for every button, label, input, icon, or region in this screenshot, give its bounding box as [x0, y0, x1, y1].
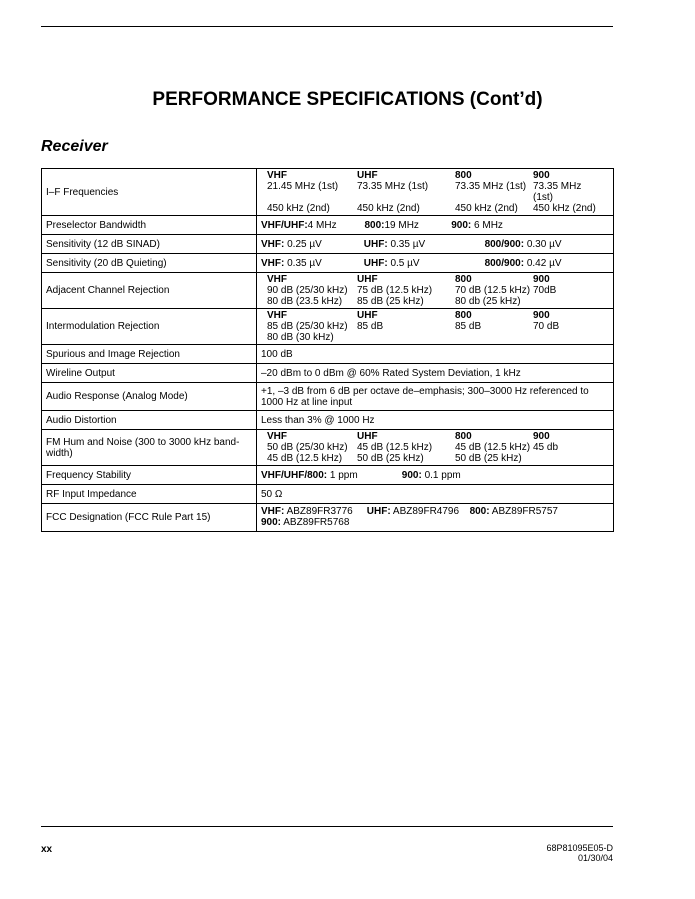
value-text: 0.30 µV: [524, 238, 562, 250]
key-text: VHF:: [261, 238, 285, 250]
cell-value: 85 dB (25/30 kHz): [267, 321, 348, 332]
row-label: Sensitivity (20 dB Quieting): [42, 254, 257, 273]
row-value: 100 dB: [257, 345, 614, 364]
band-header: UHF: [357, 431, 378, 442]
row-value: [257, 273, 614, 309]
row-value: [257, 235, 614, 254]
value-text: 0.42 µV: [524, 257, 562, 269]
value-text: ABZ89FR4796: [390, 506, 460, 517]
band-header: 900: [533, 310, 550, 321]
table-row: [42, 466, 614, 485]
cell-value: 73.35 MHz (1st): [533, 181, 582, 203]
table-row: [42, 216, 614, 235]
key-text: UHF:: [366, 506, 391, 517]
value-text: 0.5 µV: [387, 257, 420, 269]
key-text: 800:: [469, 506, 490, 517]
table-row: [42, 411, 614, 430]
row-value: [257, 466, 614, 485]
row-value: [257, 430, 614, 466]
cell-value: 50 dB (25 kHz): [455, 453, 522, 464]
table-row: [42, 273, 614, 309]
cell-value: [357, 332, 455, 343]
band-header: 800: [455, 274, 472, 285]
value-text: ABZ89FR5768: [281, 517, 350, 528]
table-row: [42, 485, 614, 504]
table-row: [42, 309, 614, 345]
band-header: VHF: [267, 431, 287, 442]
cell-value: 45 dB (12.5 kHz): [267, 453, 343, 464]
cell-value: 450 kHz (2nd): [267, 203, 330, 214]
cell-value: 85 dB (25 kHz): [357, 296, 424, 307]
row-value: [257, 169, 614, 216]
cell-value: 85 dB: [455, 321, 482, 332]
row-value: [257, 309, 614, 345]
table-row: [42, 504, 614, 532]
row-label: RF Input Impedance: [42, 485, 257, 504]
row-value: [257, 254, 614, 273]
value-text: 1 ppm: [327, 469, 358, 481]
row-value: 50 Ω: [257, 485, 614, 504]
band-header: UHF: [357, 274, 378, 285]
value-text: 0.35 µV: [387, 238, 426, 250]
receiver-spec-table: [41, 168, 614, 532]
table-row: [42, 254, 614, 273]
cell-value: 70dB: [533, 285, 557, 296]
key-text: 900:: [261, 517, 282, 528]
top-rule: [41, 26, 613, 27]
row-label: FM Hum and Noise (300 to 3000 kHz band-width): [42, 430, 257, 466]
band-header: 800: [455, 170, 472, 181]
key-text: VHF/UHF/800:: [261, 469, 328, 481]
cell-value: 450 kHz (2nd): [455, 203, 518, 214]
key-text: UHF:: [363, 238, 388, 250]
cell-value: 75 dB (12.5 kHz): [357, 285, 433, 296]
bottom-rule: [41, 826, 613, 827]
row-label: Adjacent Channel Rejection: [42, 273, 257, 309]
row-label: Sensitivity (12 dB SINAD): [42, 235, 257, 254]
band-header: 900: [533, 431, 550, 442]
section-title: Receiver: [41, 138, 108, 155]
key-text: 800/900:: [484, 238, 525, 250]
table-row: [42, 169, 614, 216]
value-text: 4 MHz: [307, 219, 337, 231]
value-text: 6 MHz: [471, 219, 503, 231]
band-header: 900: [533, 274, 550, 285]
row-value: –20 dBm to 0 dBm @ 60% Rated System Deviation, 1 kHz: [257, 364, 614, 383]
cell-value: 73.35 MHz (1st): [357, 181, 429, 192]
key-text: 800/900:: [484, 257, 525, 269]
cell-value: 450 kHz (2nd): [357, 203, 420, 214]
band-header: UHF: [357, 170, 378, 181]
table-row: [42, 364, 614, 383]
cell-value: 80 dB (30 kHz): [267, 332, 334, 343]
row-label: Wireline Output: [42, 364, 257, 383]
key-text: 800:: [364, 219, 385, 231]
cell-value: 70 dB: [533, 321, 560, 332]
cell-value: 80 db (25 kHz): [455, 296, 521, 307]
cell-value: [533, 332, 603, 343]
row-label: Spurious and Image Rejection: [42, 345, 257, 364]
cell-value: 90 dB (25/30 kHz): [267, 285, 348, 296]
page-number: xx: [41, 844, 53, 855]
row-label: I–F Frequencies: [42, 169, 257, 216]
cell-value: 85 dB: [357, 321, 384, 332]
row-label: Intermodulation Rejection: [42, 309, 257, 345]
value-text: 19 MHz: [384, 219, 419, 231]
table-row: [42, 235, 614, 254]
key-text: UHF:: [363, 257, 388, 269]
cell-value: 50 dB (25/30 kHz): [267, 442, 348, 453]
doc-date: 01/30/04: [577, 853, 613, 863]
cell-value: 45 dB (12.5 kHz): [357, 442, 433, 453]
cell-value: 21.45 MHz (1st): [267, 181, 339, 192]
cell-value: 70 dB (12.5 kHz): [455, 285, 531, 296]
band-header: VHF: [267, 170, 287, 181]
cell-value: [455, 332, 533, 343]
page-title: PERFORMANCE SPECIFICATIONS (Cont’d): [152, 89, 543, 110]
row-value: Less than 3% @ 1000 Hz: [257, 411, 614, 430]
doc-number: 68P81095E05-D: [546, 843, 613, 853]
row-label: Audio Response (Analog Mode): [42, 383, 257, 411]
band-header: VHF: [267, 310, 287, 321]
band-header: UHF: [357, 310, 378, 321]
row-label: FCC Designation (FCC Rule Part 15): [42, 504, 257, 532]
key-text: 900:: [451, 219, 472, 231]
cell-value: 50 dB (25 kHz): [357, 453, 424, 464]
cell-value: [533, 296, 603, 307]
value-text: 0.1 ppm: [421, 469, 461, 481]
key-text: VHF:: [261, 506, 285, 517]
cell-value: 450 kHz (2nd): [533, 203, 596, 214]
table-row: [42, 430, 614, 466]
row-label: Frequency Stability: [42, 466, 257, 485]
table-row: [42, 383, 614, 411]
value-text: ABZ89FR3776: [284, 506, 353, 517]
row-value: [257, 504, 614, 532]
key-text: 900:: [401, 469, 422, 481]
footer-doc-info: [546, 843, 613, 863]
row-value: [257, 216, 614, 235]
cell-value: 73.35 MHz (1st): [455, 181, 527, 192]
value-text: 0.25 µV: [284, 238, 322, 250]
cell-value: 45 dB (12.5 kHz): [455, 442, 531, 453]
band-header: 800: [455, 431, 472, 442]
key-text: VHF/UHF:: [261, 219, 308, 231]
band-header: VHF: [267, 274, 287, 285]
value-text: 0.35 µV: [284, 257, 322, 269]
row-label: Preselector Bandwidth: [42, 216, 257, 235]
cell-value: 80 dB (23.5 kHz): [267, 296, 343, 307]
cell-value: 45 db: [533, 442, 559, 453]
value-text: ABZ89FR5757: [489, 506, 558, 517]
row-label: Audio Distortion: [42, 411, 257, 430]
cell-value: [533, 453, 603, 464]
band-header: 900: [533, 170, 550, 181]
band-header: 800: [455, 310, 472, 321]
table-row: [42, 345, 614, 364]
row-value: +1, –3 dB from 6 dB per octave de–emphasis; 300–3000 Hz referenced to 1000 Hz at line input: [257, 383, 614, 411]
key-text: VHF:: [261, 257, 285, 269]
